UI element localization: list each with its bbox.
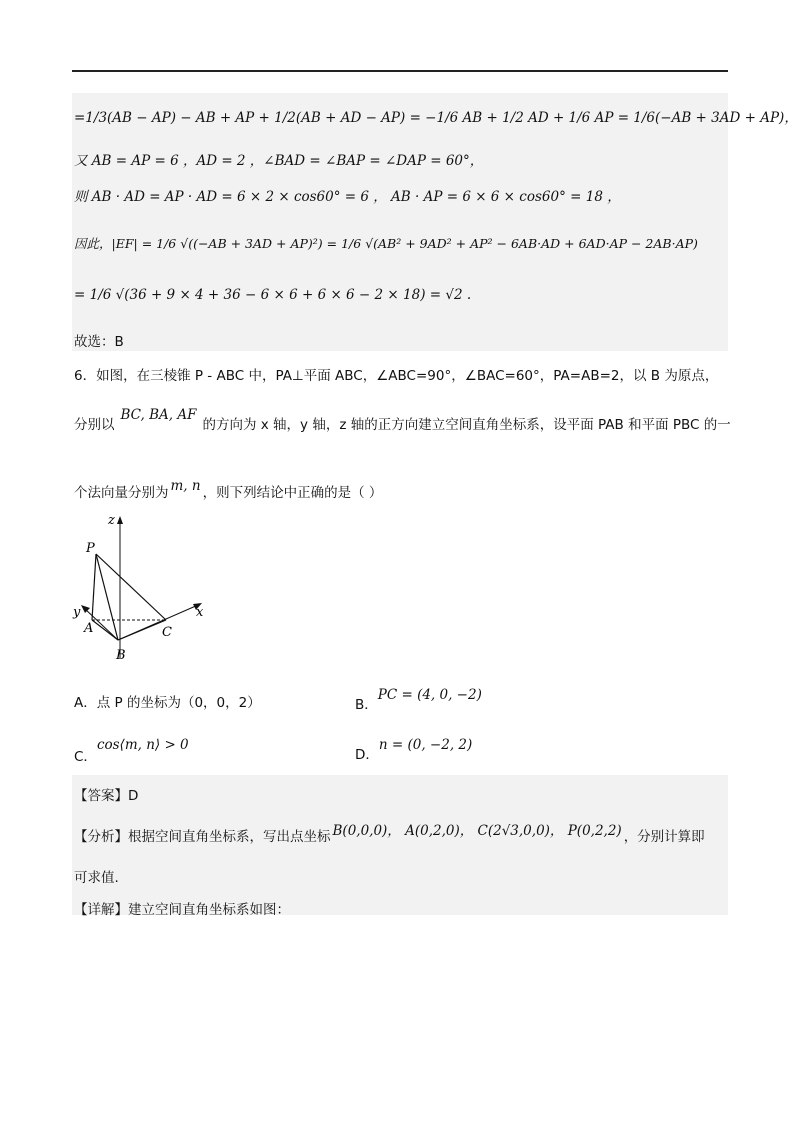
option-A: A．点 P 的坐标为（0，0，2） bbox=[74, 695, 261, 711]
question-6-line-3-a: 个法向量分别为 bbox=[74, 485, 169, 501]
solution-line-4: 因此，|EF| = 1/6 √((−AB + 3AD + AP)²) = 1/6 √(AB² + 9AD² + AP² − 6AB·AD + 6AD·AP − 2AB·AP) bbox=[74, 236, 698, 251]
option-B-expr: PC = (4, 0, −2) bbox=[377, 687, 482, 703]
question-6-line-3-b: ，则下列结论中正确的是（ ） bbox=[202, 485, 383, 501]
question-6-line-2 bbox=[74, 407, 731, 433]
solution-line-1: =1/3(AB − AP) − AB + AP + 1/2(AB + AD − AP) = −1/6 AB + 1/2 AD + 1/6 AP = 1/6(−AB + 3AD + AP)， bbox=[74, 110, 798, 126]
detail-line: 【详解】建立空间直角坐标系如图： bbox=[74, 902, 290, 918]
edge-BC bbox=[118, 620, 166, 640]
label-P: P bbox=[86, 541, 95, 556]
solution-line-2: 又 AB = AP = 6 ，AD = 2 ，∠BAD = ∠BAP = ∠DAP = 60°， bbox=[74, 153, 484, 169]
analysis-text-b: ，分别计算即 bbox=[623, 829, 705, 845]
solution-shade bbox=[72, 93, 728, 351]
label-A: A bbox=[84, 621, 94, 636]
option-C bbox=[74, 733, 189, 765]
option-D bbox=[355, 733, 473, 763]
label-y: y bbox=[73, 605, 81, 620]
solution-answer: 故选：B bbox=[74, 334, 124, 350]
question-6-line-3 bbox=[74, 478, 383, 501]
tetrahedron-figure bbox=[66, 508, 216, 668]
option-C-label: C． bbox=[74, 749, 97, 765]
z-axis-arrow bbox=[117, 516, 123, 524]
analysis-text-a: 【分析】根据空间直角坐标系，写出点坐标 bbox=[74, 829, 331, 845]
option-B bbox=[355, 683, 482, 713]
answer-line: 【答案】D bbox=[74, 788, 139, 804]
option-D-label: D． bbox=[355, 747, 379, 763]
question-6-line-1: 6．如图，在三棱锥 P - ABC 中，PA⊥平面 ABC，∠ABC=90°，∠BAC=60°，PA=AB=2，以 B 为原点， bbox=[74, 368, 719, 384]
option-B-label: B． bbox=[355, 697, 378, 713]
question-6-line-2-b: 的方向为 x 轴，y 轴，z 轴的正方向建立空间直角坐标系，设平面 PAB 和平面 PBC 的一 bbox=[202, 417, 731, 433]
question-6-normal-vectors: m, n bbox=[170, 478, 201, 494]
label-B: B bbox=[116, 648, 126, 663]
solution-line-5: = 1/6 √(36 + 9 × 4 + 36 − 6 × 6 + 6 × 6 − 2 × 18) = √2 . bbox=[74, 287, 472, 303]
header-rule bbox=[72, 70, 728, 72]
option-C-expr: cos⟨m, n⟩ > 0 bbox=[96, 737, 189, 753]
analysis-line-1 bbox=[74, 825, 705, 845]
label-z: z bbox=[108, 513, 115, 528]
label-x: x bbox=[196, 605, 204, 620]
question-6-vectors: BC, BA, AF bbox=[120, 407, 197, 423]
edge-PC bbox=[96, 554, 166, 620]
edge-PA bbox=[92, 554, 96, 620]
option-D-expr: n = (0, −2, 2) bbox=[378, 737, 473, 753]
edge-PB bbox=[96, 554, 118, 640]
label-C: C bbox=[162, 625, 172, 640]
analysis-coordinates: B(0,0,0)， A(0,2,0)， C(2√3,0,0)， P(0,2,2) bbox=[332, 823, 622, 839]
solution-line-3: 则 AB · AD = AP · AD = 6 × 2 × cos60° = 6 ， AB · AP = 6 × 6 × cos60° = 18 ， bbox=[74, 189, 621, 205]
question-6-line-2-a: 分别以 bbox=[74, 417, 115, 433]
answer-shade bbox=[72, 775, 728, 915]
analysis-line-2: 可求值. bbox=[74, 870, 119, 886]
